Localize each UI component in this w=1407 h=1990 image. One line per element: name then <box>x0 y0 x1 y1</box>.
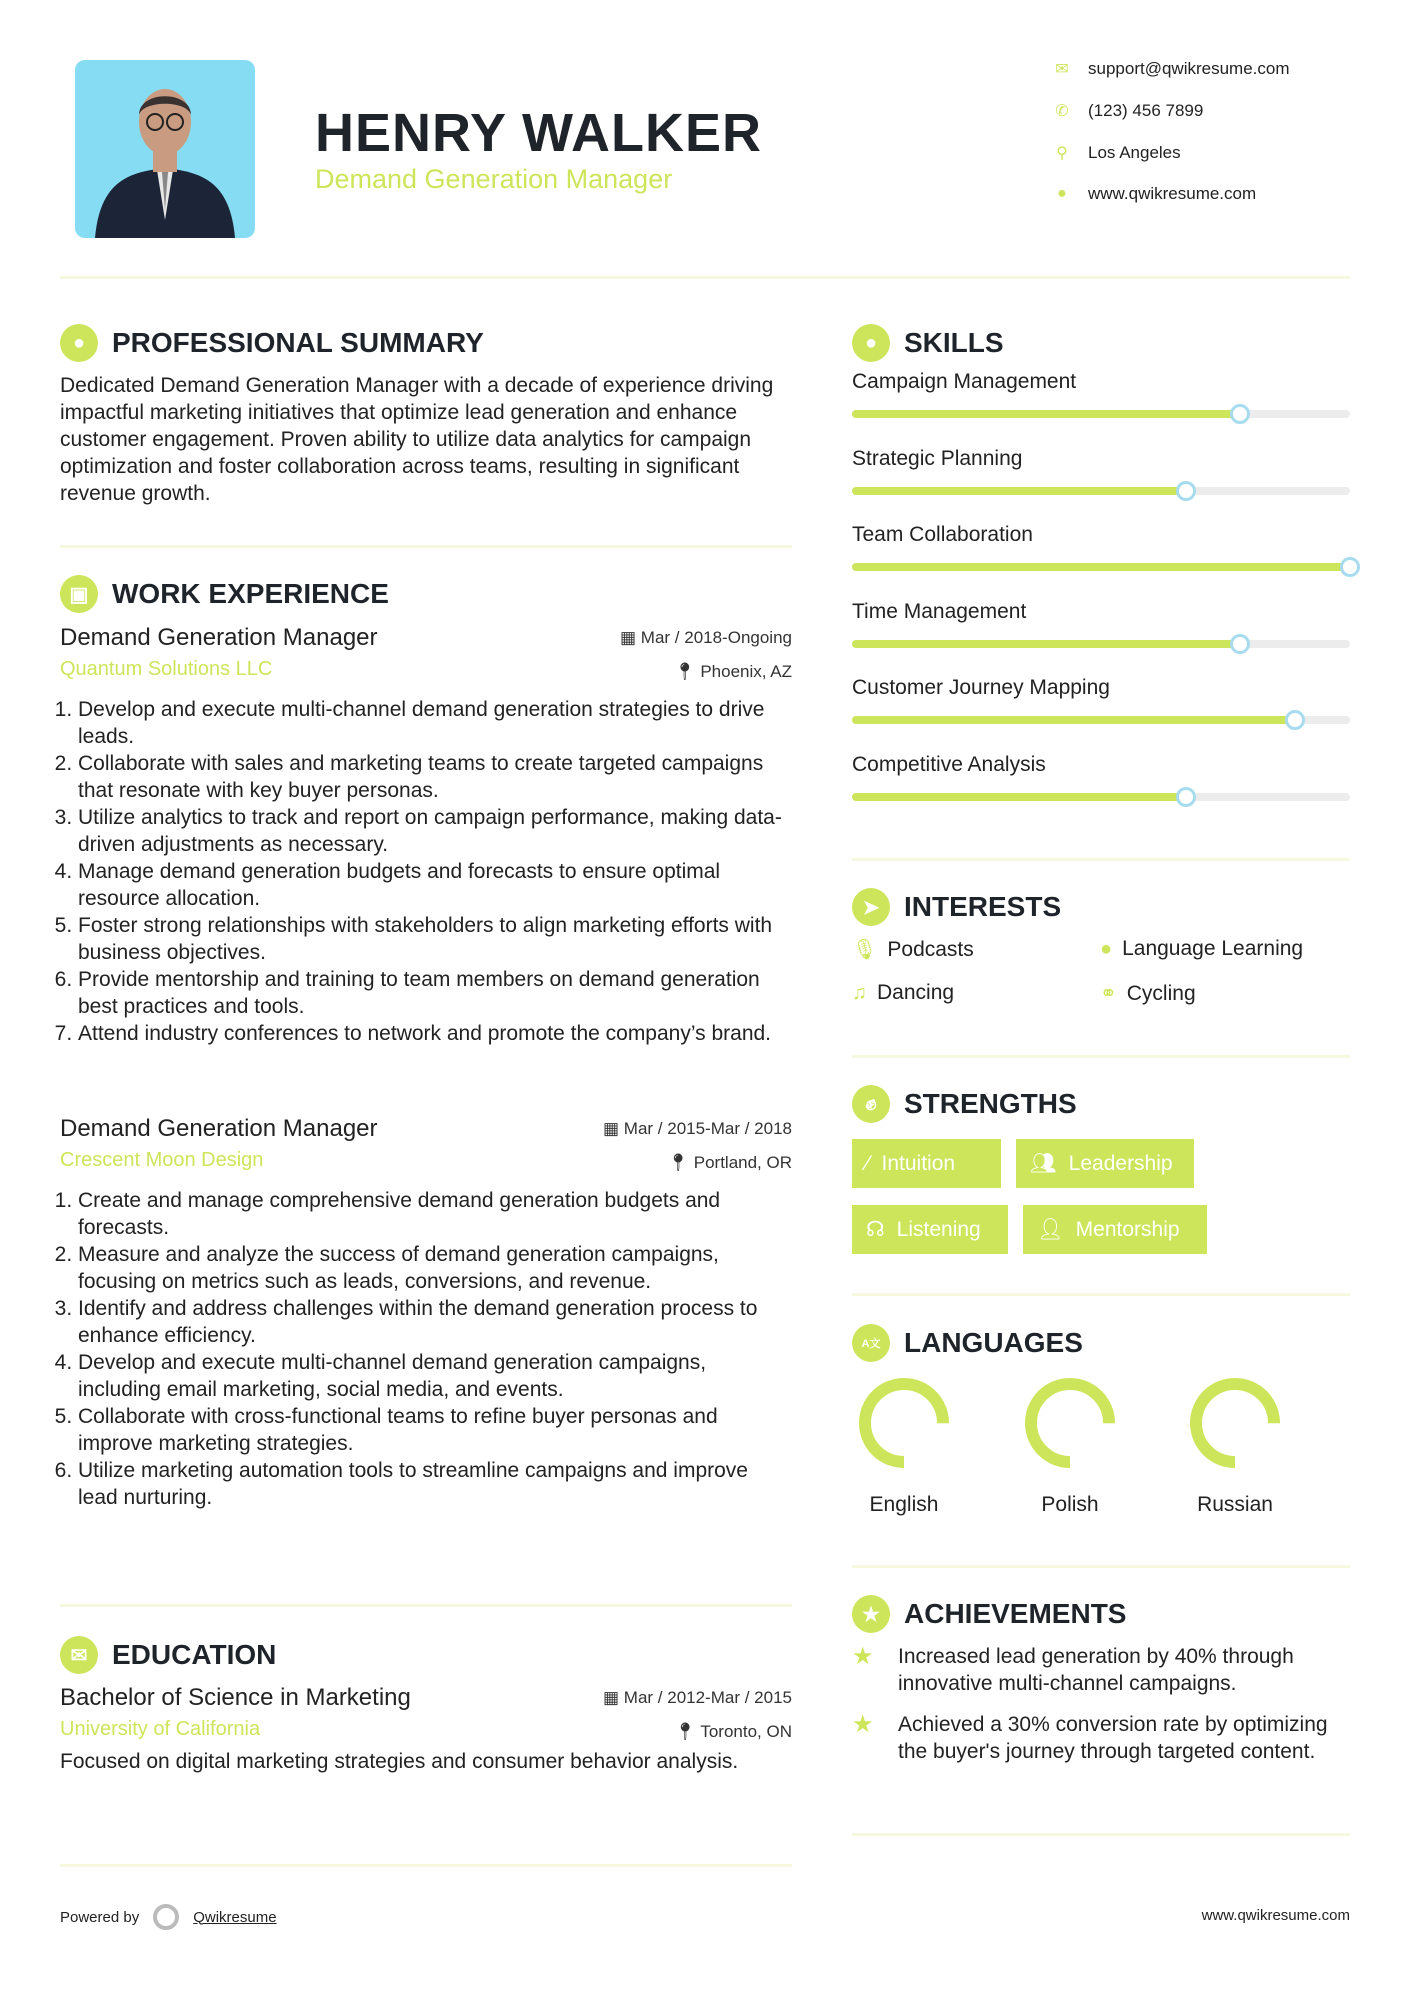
summary-section <box>60 323 792 507</box>
skill-bar-knob <box>1285 710 1305 730</box>
users-icon: 👥︎ <box>1030 1151 1057 1175</box>
job-bullet: 1. Create and manage comprehensive demand generation budgets and forecasts. <box>78 1187 792 1241</box>
strength-chip <box>852 1139 1001 1188</box>
skill-item <box>852 753 1350 830</box>
achievements-heading-text: ACHIEVEMENTS <box>904 1598 1127 1629</box>
skills-heading <box>852 323 1004 363</box>
interest-label: Dancing <box>877 981 955 1004</box>
divider <box>852 1055 1350 1058</box>
pin-icon: 📍︎ <box>674 662 701 681</box>
calendar-icon: ▦ <box>620 628 641 647</box>
job-bullet: 5. Foster strong relationships with stakeholders to align marketing efforts with business objectives. <box>78 912 792 966</box>
user-icon: ● <box>60 324 98 362</box>
achievement-text: Increased lead generation by 40% through innovative multi-channel campaigns. <box>898 1645 1294 1695</box>
star-icon: ★ <box>852 1711 874 1738</box>
skill-item <box>852 447 1350 524</box>
skill-bar-knob <box>1230 634 1250 654</box>
interest-label: Cycling <box>1126 981 1196 1005</box>
summary-heading-text: PROFESSIONAL SUMMARY <box>112 327 484 358</box>
skill-bar <box>852 563 1350 571</box>
job-bullet: 3. Identify and address challenges within the demand generation process to enhance efficiency. <box>78 1295 792 1349</box>
education-heading <box>60 1635 276 1675</box>
brand-link[interactable]: Qwikresume <box>193 1908 277 1926</box>
job-bullet: 2. Measure and analyze the success of demand generation campaigns, focusing on metrics such as leads, conversions, and revenue. <box>78 1241 792 1295</box>
pin-icon: 📍︎ <box>667 1153 694 1172</box>
skill-bar-knob <box>1230 404 1250 424</box>
contact-website[interactable] <box>1052 182 1256 206</box>
job-company: Quantum Solutions LLC <box>60 658 273 680</box>
skill-item <box>852 523 1350 600</box>
skill-label: Campaign Management <box>852 370 1077 393</box>
skill-label: Time Management <box>852 599 1027 623</box>
translate-icon: A文 <box>852 1324 890 1362</box>
education-dates-text: Mar / 2012-Mar / 2015 <box>623 1688 792 1707</box>
job-dates <box>603 1119 792 1139</box>
skill-item <box>852 370 1350 447</box>
map-pin-icon: ⚲ <box>1056 145 1068 162</box>
divider <box>852 858 1350 861</box>
job-location-text: Phoenix, AZ <box>700 662 792 681</box>
education-dates <box>603 1688 792 1708</box>
microphone-icon: 🎙︎ <box>852 939 878 961</box>
job-dates-text: Mar / 2015-Mar / 2018 <box>623 1119 792 1138</box>
job-bullet: 7. Attend industry conferences to network and promote the company’s brand. <box>78 1020 792 1047</box>
skill-bar <box>852 410 1350 418</box>
pin-icon: 📍︎ <box>674 1722 701 1741</box>
achievements-heading <box>852 1594 1126 1634</box>
skills-list <box>852 370 1350 829</box>
phone-icon: ✆ <box>1055 103 1069 120</box>
summary-text: Dedicated Demand Generation Manager with a decade of experience driving impactful marketing initiatives that optimize lead generation and enhance customer engagement. Proven ability to utilize data analytics for campaign optimization and foster collaboration across teams, resulting in significant revenue growth. <box>60 374 774 505</box>
strength-label: Listening <box>896 1217 981 1241</box>
divider <box>852 1565 1350 1568</box>
divider <box>60 1864 792 1867</box>
education-entry <box>60 1682 792 1775</box>
strengths-heading <box>852 1084 1077 1124</box>
contact-website-text: www.qwikresume.com <box>1088 184 1257 203</box>
strength-chip <box>1016 1139 1194 1188</box>
paper-plane-icon: ➤ <box>852 888 890 926</box>
job-title: Demand Generation Manager <box>60 624 378 651</box>
skill-item <box>852 600 1350 677</box>
globe-icon: ● <box>1100 937 1113 960</box>
briefcase-icon: ▣ <box>60 575 98 613</box>
profile-photo <box>75 60 255 238</box>
skill-bar-knob <box>1176 787 1196 807</box>
skill-bar <box>852 716 1350 724</box>
music-icon: ♫ <box>852 981 867 1004</box>
divider <box>852 1293 1350 1296</box>
skill-bar-fill <box>852 410 1240 418</box>
skill-label: Competitive Analysis <box>852 752 1046 776</box>
job-bullet: 2. Collaborate with sales and marketing teams to create targeted campaigns that resonate with key buyer personas. <box>78 750 792 804</box>
job-entry <box>60 622 792 1047</box>
job-bullet: 3. Utilize analytics to track and report on campaign performance, making data-driven adjustments as necessary. <box>78 804 792 858</box>
job-bullet: 1. Develop and execute multi-channel demand generation strategies to drive leads. <box>78 696 792 750</box>
contact-location <box>1052 141 1181 165</box>
magic-wand-icon: ⁄ <box>866 1151 870 1175</box>
qwikresume-logo-icon <box>153 1904 179 1930</box>
language-ring <box>1031 1384 1109 1462</box>
interest-item <box>852 937 974 962</box>
summary-heading <box>60 323 792 363</box>
footer-website[interactable]: www.qwikresume.com <box>1201 1907 1350 1924</box>
skill-label: Strategic Planning <box>852 446 1023 470</box>
interest-label: Podcasts <box>887 937 974 961</box>
calendar-icon: ▦ <box>603 1119 624 1138</box>
skill-bar-fill <box>852 563 1350 571</box>
powered-by-text: Powered by <box>60 1908 140 1926</box>
candidate-name: HENRY WALKER <box>315 103 763 163</box>
bicycle-icon: ⚭ <box>1100 983 1117 1005</box>
strengths-heading-text: STRENGTHS <box>904 1088 1077 1119</box>
job-dates <box>620 628 792 648</box>
user-plus-icon: 👤︎ <box>1037 1217 1064 1241</box>
languages-heading-text: LANGUAGES <box>904 1327 1083 1358</box>
languages-heading <box>852 1323 1083 1363</box>
education-description: Focused on digital marketing strategies and consumer behavior analysis. <box>60 1750 739 1773</box>
strength-chip <box>852 1205 1008 1254</box>
job-bullets <box>60 696 792 1047</box>
lightbulb-icon: ● <box>852 324 890 362</box>
achievement-item <box>852 1711 1350 1765</box>
contact-email-text: support@qwikresume.com <box>1088 59 1290 78</box>
job-bullets <box>60 1187 792 1511</box>
job-title: Demand Generation Manager <box>60 1115 378 1142</box>
achievement-item <box>852 1643 1350 1697</box>
skill-bar-fill <box>852 640 1240 648</box>
job-company: Crescent Moon Design <box>60 1149 264 1171</box>
interest-item <box>1100 937 1303 961</box>
school: University of California <box>60 1718 261 1740</box>
skill-bar-fill <box>852 793 1186 801</box>
skill-bar-knob <box>1340 557 1360 577</box>
globe-icon: ● <box>1057 185 1067 202</box>
interest-label: Language Learning <box>1122 937 1304 960</box>
graduation-icon: ✉ <box>60 1636 98 1674</box>
job-location-text: Portland, OR <box>693 1153 792 1172</box>
calendar-icon: ▦ <box>603 1688 624 1707</box>
job-bullet: 5. Collaborate with cross-functional teams to refine buyer personas and improve marketing strategies. <box>78 1403 792 1457</box>
skill-item <box>852 676 1350 753</box>
degree: Bachelor of Science in Marketing <box>60 1684 411 1711</box>
skill-bar <box>852 640 1350 648</box>
skill-bar-fill <box>852 716 1295 724</box>
education-heading-text: EDUCATION <box>112 1639 277 1670</box>
job-entry <box>60 1113 792 1511</box>
skill-label: Customer Journey Mapping <box>852 676 1110 699</box>
language-label: English <box>869 1493 939 1516</box>
job-bullet: 6. Utilize marketing automation tools to streamline campaigns and improve lead nurturing. <box>78 1457 792 1511</box>
language-ring <box>1196 1384 1274 1462</box>
interests-heading-text: INTERESTS <box>904 891 1062 922</box>
header-divider <box>60 276 1350 279</box>
job-location <box>667 1153 792 1173</box>
skill-bar-fill <box>852 487 1186 495</box>
star-icon: ★ <box>852 1595 890 1633</box>
contact-phone-text: (123) 456 7899 <box>1088 101 1204 120</box>
strength-label: Mentorship <box>1075 1217 1180 1241</box>
divider <box>852 1833 1350 1836</box>
candidate-title: Demand Generation Manager <box>315 164 673 194</box>
divider <box>60 1604 792 1607</box>
language-ring <box>865 1384 943 1462</box>
strength-label: Intuition <box>881 1151 956 1175</box>
skill-bar <box>852 487 1350 495</box>
experience-heading <box>60 574 389 614</box>
contact-phone[interactable] <box>1052 99 1203 123</box>
achievement-text: Achieved a 30% conversion rate by optimizing the buyer's journey through targeted content. <box>898 1713 1328 1763</box>
job-bullet: 4. Manage demand generation budgets and forecasts to ensure optimal resource allocation. <box>78 858 792 912</box>
footer-powered <box>60 1904 277 1930</box>
skill-bar <box>852 793 1350 801</box>
headphones-icon: ☊ <box>866 1218 885 1241</box>
contact-email[interactable] <box>1052 57 1290 81</box>
interest-item <box>1100 981 1196 1006</box>
strength-chip <box>1023 1205 1207 1254</box>
job-location <box>674 662 792 682</box>
language-label: Polish <box>1041 1493 1099 1516</box>
skill-bar-knob <box>1176 481 1196 501</box>
education-location <box>674 1722 792 1742</box>
job-bullet: 6. Provide mentorship and training to team members on demand generation best practices and tools. <box>78 966 792 1020</box>
language-label: Russian <box>1197 1493 1273 1516</box>
skill-label: Team Collaboration <box>852 523 1033 546</box>
education-location-text: Toronto, ON <box>700 1722 792 1741</box>
interest-item <box>852 981 954 1005</box>
contact-location-text: Los Angeles <box>1088 143 1181 162</box>
divider <box>60 545 792 548</box>
skills-heading-text: SKILLS <box>904 327 1004 358</box>
strength-label: Leadership <box>1068 1151 1173 1175</box>
experience-heading-text: WORK EXPERIENCE <box>112 578 389 609</box>
language-rings <box>852 1370 1350 1480</box>
job-bullet: 4. Develop and execute multi-channel demand generation campaigns, including email marketing, social media, and events. <box>78 1349 792 1403</box>
interests-heading <box>852 887 1061 927</box>
star-icon: ★ <box>852 1643 874 1670</box>
job-dates-text: Mar / 2018-Ongoing <box>640 628 792 647</box>
fist-icon: ✊︎ <box>852 1085 890 1123</box>
envelope-icon: ✉ <box>1055 61 1069 78</box>
